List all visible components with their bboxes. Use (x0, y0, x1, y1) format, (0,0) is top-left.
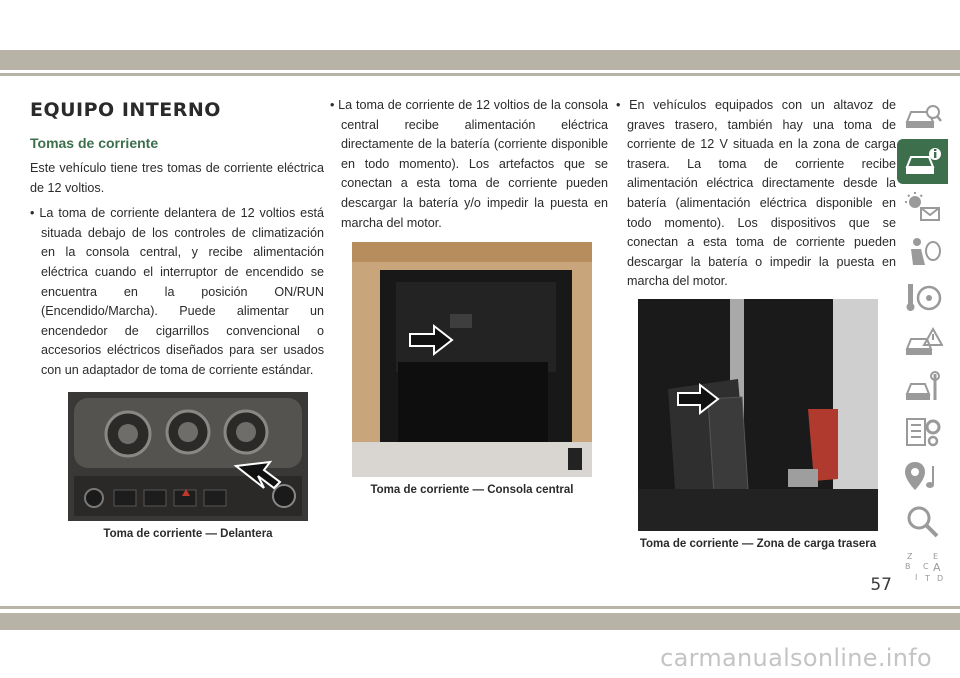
alphabet-index-icon[interactable] (897, 544, 948, 589)
settings-list-icon[interactable] (897, 409, 948, 454)
page-number: 57 (870, 575, 892, 595)
header-rule (0, 73, 960, 76)
warning-light-mail-icon[interactable] (897, 184, 948, 229)
bullet-front-outlet: • La toma de corriente delantera de 12 voltios está situada debajo de los controles de climatización en la consola central, y recibe alimentación eléctrica cuando el interruptor de encendido se encuentra en la posición ON/RUN (Encendido/Marcha). Puede alimentar un encendedor de cigarrillos convencional o accesorios eléctricos diseñados para ser usados con un adaptador de toma de corriente estándar. (30, 206, 324, 377)
footer-band (0, 613, 960, 630)
caption-cargo-outlet: Toma de corriente — Zona de carga trasera (639, 537, 877, 550)
index-letter: D (936, 573, 943, 583)
section-title: EQUIPO INTERNO (30, 99, 221, 121)
footer-rule (0, 606, 960, 609)
bullet-cargo-outlet: • En vehículos equipados con un altavoz de graves trasero, también hay una toma de corriente de 12 V situada en la zona de carga trasera. La toma de corriente recibe alimentación eléctrica directamente desde la batería (alimentación eléctrica disponible en todo momento). Los dispositivos que se conectan a esta toma de corriente pueden descargar la batería o impedir la puesta en marcha del motor. (616, 98, 896, 289)
car-tools-icon[interactable] (897, 364, 948, 409)
index-letter: T (924, 573, 930, 583)
caption-console-outlet: Toma de corriente — Consola central (370, 484, 574, 497)
index-letter: Z (906, 551, 912, 561)
intro-paragraph: Este vehículo tiene tres tomas de corriente eléctrica de 12 voltios. (30, 161, 324, 195)
index-letter: A (932, 560, 941, 574)
music-navigation-icon[interactable] (897, 454, 948, 499)
index-letter: I (914, 572, 917, 582)
car-search-icon[interactable] (897, 94, 948, 139)
photo-cargo-outlet (638, 299, 878, 531)
chapter-nav (897, 94, 948, 589)
index-letter: E (932, 551, 938, 561)
photo-front-outlet (68, 392, 308, 521)
caption-front-outlet: Toma de corriente — Delantera (103, 527, 273, 540)
car-warning-icon[interactable] (897, 319, 948, 364)
photo-console-outlet (352, 242, 592, 477)
watermark: carmanualsonline.info (660, 644, 932, 672)
index-letter: B (904, 561, 910, 571)
car-info-icon[interactable] (897, 139, 948, 184)
key-steering-wheel-icon[interactable] (897, 274, 948, 319)
column-middle (330, 96, 608, 498)
magnifier-icon[interactable] (897, 499, 948, 544)
section-subtitle: Tomas de corriente (30, 135, 159, 151)
column-left (30, 96, 324, 542)
column-right (616, 96, 896, 552)
passenger-airbag-icon[interactable] (897, 229, 948, 274)
header-band (0, 50, 960, 70)
bullet-console-outlet: • La toma de corriente de 12 voltios de la consola central recibe alimentación eléctrica directamente de la batería (corriente disponible en todo momento). Los artefactos que se conectan a esta toma de corriente pueden descargar la batería y/o impedir la puesta en marcha del motor. (330, 98, 608, 230)
index-letter: C (922, 561, 929, 571)
